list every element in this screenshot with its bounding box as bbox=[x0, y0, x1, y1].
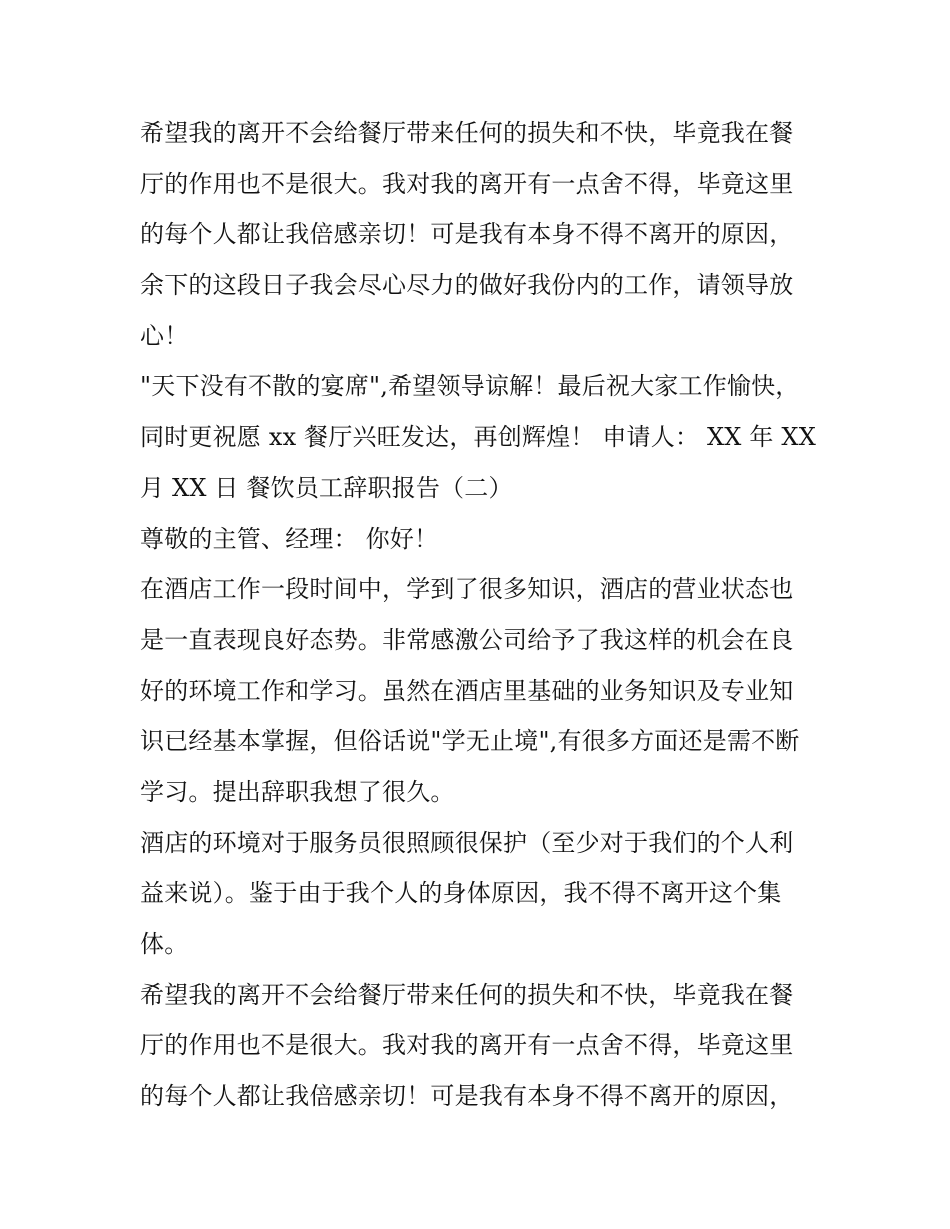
text-line: 厅的作用也不是很大。我对我的离开有一点舍不得，毕竟这里 bbox=[140, 169, 794, 198]
text-line: 厅的作用也不是很大。我对我的离开有一点舍不得，毕竟这里 bbox=[140, 1031, 794, 1060]
text-line: 学习。提出辞职我想了很久。 bbox=[140, 777, 455, 806]
text-line: 益来说）。鉴于由于我个人的身体原因，我不得不离开这个集 bbox=[140, 879, 782, 908]
text-line: 希望我的离开不会给餐厅带来任何的损失和不快，毕竟我在餐 bbox=[140, 980, 794, 1009]
text-line: 在酒店工作一段时间中，学到了很多知识，酒店的营业状态也 bbox=[140, 575, 794, 604]
text-line: 的每个人都让我倍感亲切！可是我有本身不得不离开的原因， bbox=[140, 1082, 794, 1111]
text-line: 月 XX 日 餐饮员工辞职报告（二） bbox=[140, 473, 513, 502]
text-line: 同时更祝愿 xx 餐厅兴旺发达，再创辉煌！ 申请人： XX 年 XX bbox=[140, 423, 816, 452]
text-line: 识已经基本掌握，但俗话说"学无止境",有很多方面还是需不断 bbox=[140, 727, 800, 756]
text-line: 的每个人都让我倍感亲切！可是我有本身不得不离开的原因， bbox=[140, 220, 794, 249]
text-line: 希望我的离开不会给餐厅带来任何的损失和不快，毕竟我在餐 bbox=[140, 119, 794, 147]
text-line: 是一直表现良好态势。非常感激公司给予了我这样的机会在良 bbox=[140, 625, 794, 654]
text-line: 酒店的环境对于服务员很照顾很保护（至少对于我们的个人利 bbox=[140, 828, 794, 857]
text-line: "天下没有不散的宴席",希望领导谅解！最后祝大家工作愉快， bbox=[140, 372, 800, 401]
text-line: 好的环境工作和学习。虽然在酒店里基础的业务知识及专业知 bbox=[140, 676, 794, 705]
document-body bbox=[140, 108, 820, 1122]
text-line: 体。 bbox=[140, 930, 189, 958]
text-line: 余下的这段日子我会尽心尽力的做好我份内的工作，请领导放 bbox=[140, 271, 794, 300]
text-line: 尊敬的主管、经理： 你好！ bbox=[140, 524, 439, 553]
text-line: 心！ bbox=[140, 321, 189, 350]
